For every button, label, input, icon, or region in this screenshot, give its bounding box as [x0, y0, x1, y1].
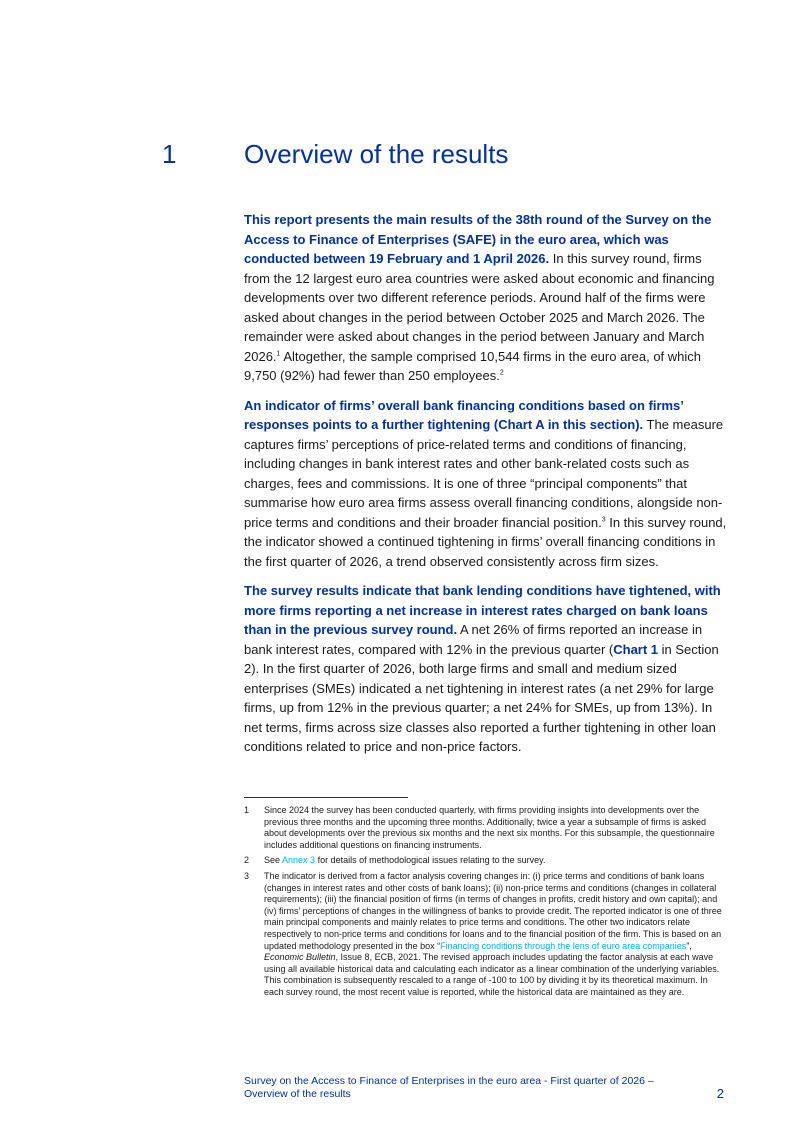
footnote-number: 3 [244, 870, 250, 881]
section-title: Overview of the results [244, 139, 509, 169]
footnote-text: See [264, 855, 283, 866]
paragraph-2-text-a: The measure captures firms’ perceptions of price-related terms and conditions of financing, including changes in bank interest rates and other bank-related costs such as charges, fees and commissions. It is one of three “principal components” that summarise how euro area firms assess overall financing conditions, alongside non-price terms and conditions and their broader financial position. [244, 417, 724, 530]
paragraph-1-text-b: Altogether, the sample comprised 10,544 firms in the euro area, of which 9,750 (92%) had fewer than 250 employees. [244, 348, 702, 383]
chart-1-link[interactable]: Chart 1 [613, 641, 659, 657]
body-text [244, 210, 728, 767]
footnote-text: Since 2024 the survey has been conducted quarterly, with firms providing insights into developments over the previous three months and the upcoming three months. Additionally, twice a year a subsample of firms is asked about developments over the previous six months and the next six months. For this subsample, the questionnaire includes additional questions on financing instruments. [264, 805, 715, 850]
footer-title: Survey on the Access to Finance of Enterprises in the euro area - First quarter of 2026 – [244, 1075, 654, 1087]
paragraph-2 [244, 396, 728, 572]
footnote-divider [244, 797, 408, 798]
paragraph-3-text-a: A net 26% of firms reported an increase in bank interest rates, compared with 12% in the previous quarter ( [244, 622, 703, 657]
publication-title: Economic Bulletin [264, 952, 336, 963]
footnote-ref-1[interactable]: 1 [276, 350, 281, 358]
footnote-text: The indicator is derived from a factor analysis covering changes in: (i) price terms and conditions of bank loans (changes in interest rates and other costs of bank loans); (ii) non-price terms and conditions (changes in collateral requirements); (iii) the financial position of firms (in terms of changes in profits, credit history and own capital); and (iv) firms’ perceptions of changes in the willingness of banks to provide credit. The reported indicator is one of three main principal components and mainly relates to price terms and conditions. The other two indicators relate respectively to non-price terms and conditions for loans and to the financial position of the firm. This is based on an updated methodology presented in the box “ [264, 870, 722, 951]
footnote-2 [244, 855, 728, 867]
paragraph-3 [244, 581, 728, 757]
footnote-ref-2[interactable]: 2 [499, 369, 504, 377]
footnote-1 [244, 805, 728, 851]
footnotes [244, 805, 728, 1003]
annex-3-link[interactable]: Annex 3 [282, 855, 316, 866]
footnote-number: 2 [244, 855, 250, 866]
paragraph-2-lead: An indicator of firms’ overall bank financing conditions based on firms’ responses points to a further tightening (Chart A in this section). [244, 397, 684, 432]
footnote-3 [244, 871, 728, 999]
footnote-text: , Issue 8, ECB, 2021. The revised approach includes updating the factor analysis at each wave using all available historical data and calculating each indicator as a linear combination of the underlying variables. This combination is subsequently rescaled to a range of -100 to 100 by dividing it by its theoretical maximum. In each survey round, the most recent value is reported, while the historical data are maintained as they are. [264, 952, 720, 997]
paragraph-3-lead: The survey results indicate that bank lending conditions have tightened, with more firms reporting a net increase in interest rates charged on bank loans than in the previous survey round. [244, 583, 721, 637]
page-number: 2 [716, 1086, 724, 1101]
paragraph-1-text-a: In this survey round, firms from the 12 largest euro area countries were asked about economic and financing developments over two different reference periods. Around half of the firms were asked about changes in the period between October 2025 and March 2026. The remainder were asked about changes in the period between January and March 2026. [244, 251, 715, 364]
paragraph-1 [244, 210, 728, 386]
footnote-text: for details of methodological issues relating to the survey. [315, 855, 546, 866]
footnote-number: 1 [244, 805, 250, 815]
footer-subtitle: Overview of the results [244, 1088, 351, 1100]
financing-conditions-box-link[interactable]: Financing conditions through the lens of euro area companies [440, 940, 687, 951]
footnote-text: ”, [686, 940, 692, 951]
section-number: 1 [162, 139, 177, 169]
paragraph-3-text-b: in Section 2). In the first quarter of 2026, both large firms and small and medium sized enterprises (SMEs) indicated a net tightening in interest rates (a net 29% for large firms, up from 12% in the previous quarter; a net 24% for SMEs, up from 13%). In net terms, firms across size classes also reported a further tightening in other loan conditions related to price and non-price factors. [244, 641, 719, 754]
footnote-ref-3[interactable]: 3 [601, 516, 606, 524]
page-footer [244, 1075, 728, 1101]
paragraph-1-lead: This report presents the main results of the 38th round of the Survey on the Access to Finance of Enterprises (SAFE) in the euro area, which was conducted between 19 February and 1 April 2026. [244, 212, 712, 266]
paragraph-2-text-b: In this survey round, the indicator showed a continued tightening in firms’ overall financing conditions in the first quarter of 2026, a trend observed consistently across firm sizes. [244, 514, 727, 569]
